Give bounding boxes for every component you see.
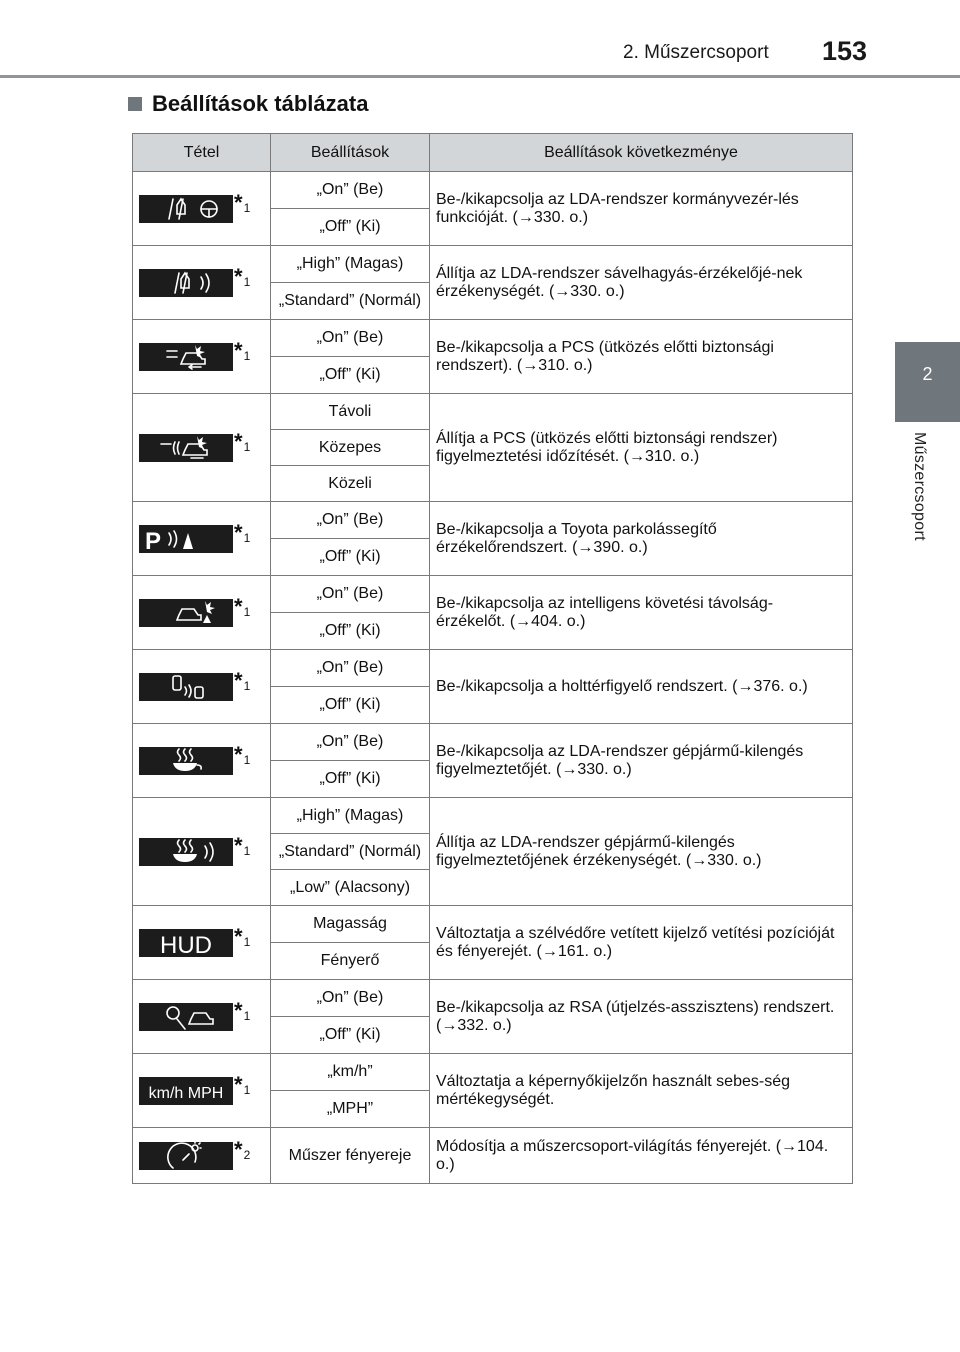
chapter-title: 2. Műszercsoport — [623, 42, 769, 63]
footnote-marker: $*_1$ — [234, 189, 251, 215]
table-row — [133, 576, 853, 613]
table-row — [133, 724, 853, 761]
footnote-number: 1 — [243, 274, 251, 289]
footnote-number: 1 — [243, 200, 251, 215]
footnote-number: 1 — [243, 439, 251, 454]
table-row — [133, 906, 853, 943]
lda-sensitivity-icon — [139, 269, 233, 297]
item-cell — [133, 650, 271, 724]
setting-option: „Off” (Ki) — [271, 539, 430, 576]
setting-result: Változtatja a szélvédőre vetített kijelző vetítési pozícióját és fényerejét. (→161. o.) — [430, 906, 853, 980]
icon-label: km/h MPH — [148, 1084, 224, 1102]
footnote-number: 1 — [243, 934, 251, 949]
setting-option: Közepes — [271, 430, 430, 466]
setting-result: Be-/kikapcsolja az intelligens követési távolság-érzékelőt. (→404. o.) — [430, 576, 853, 650]
item-cell — [133, 980, 271, 1054]
setting-option: Fényerő — [271, 943, 430, 980]
footnote-number: 1 — [243, 348, 251, 363]
footnote-marker: $*_1$ — [234, 593, 251, 619]
table-row — [133, 1128, 853, 1184]
setting-option: „High” (Magas) — [271, 246, 430, 283]
setting-option: Műszer fényereje — [271, 1128, 430, 1184]
table-row — [133, 246, 853, 283]
setting-option: „On” (Be) — [271, 502, 430, 539]
settings-table — [132, 133, 853, 1184]
footnote-marker: $*_2$ — [234, 1136, 251, 1162]
item-cell — [133, 502, 271, 576]
setting-option: „On” (Be) — [271, 576, 430, 613]
setting-option: „On” (Be) — [271, 724, 430, 761]
rsa-icon — [139, 1003, 233, 1031]
setting-option: „Standard” (Normál) — [271, 283, 430, 320]
setting-result: Be-/kikapcsolja a holttérfigyelő rendszert. (→376. o.) — [430, 650, 853, 724]
footnote-number: 1 — [243, 1082, 251, 1097]
header-rule — [0, 75, 960, 78]
pcs-icon — [139, 343, 233, 371]
setting-result: Be-/kikapcsolja a PCS (ütközés előtti biztonsági rendszert). (→310. o.) — [430, 320, 853, 394]
setting-option: „Off” (Ki) — [271, 1017, 430, 1054]
setting-option: „On” (Be) — [271, 172, 430, 209]
table-row — [133, 320, 853, 357]
setting-option: Távoli — [271, 394, 430, 430]
setting-option: „On” (Be) — [271, 320, 430, 357]
footnote-marker: $*_1$ — [234, 337, 251, 363]
item-cell — [133, 320, 271, 394]
clearance-sonar-icon — [139, 599, 233, 627]
setting-result: Be-/kikapcsolja a Toyota parkolássegítő érzékelőrendszert. (→390. o.) — [430, 502, 853, 576]
svg-text:P: P — [145, 527, 162, 553]
setting-option: „Off” (Ki) — [271, 761, 430, 798]
setting-option: „Low” (Alacsony) — [271, 870, 430, 906]
footnote-marker: $*_1$ — [234, 667, 251, 693]
item-cell — [133, 1054, 271, 1128]
units-icon — [139, 1077, 233, 1105]
footnote-marker: $*_1$ — [234, 519, 251, 545]
sway-warning-icon — [139, 747, 233, 775]
footnote-marker: $*_1$ — [234, 263, 251, 289]
sway-sensitivity-icon — [139, 838, 233, 866]
item-cell — [133, 798, 271, 906]
setting-option: „Standard” (Normál) — [271, 834, 430, 870]
parking-sensor-icon — [139, 525, 233, 553]
footnote-number: 1 — [243, 530, 251, 545]
table-row — [133, 394, 853, 430]
footnote-marker: $*_1$ — [234, 832, 251, 858]
meter-brightness-icon — [139, 1142, 233, 1170]
table-row — [133, 172, 853, 209]
page-number: 153 — [822, 36, 868, 66]
setting-result: Állítja a PCS (ütközés előtti biztonsági rendszer) figyelmeztetési időzítését. (→310. o.) — [430, 394, 853, 502]
table-row — [133, 502, 853, 539]
setting-result: Be-/kikapcsolja az LDA-rendszer kormányvezér-lés funkcióját. (→330. o.) — [430, 172, 853, 246]
icon-label: HUD — [160, 931, 212, 957]
setting-option: „Off” (Ki) — [271, 209, 430, 246]
footnote-number: 1 — [243, 752, 251, 767]
column-header-item: Tétel — [133, 134, 271, 172]
section-title: Beállítások táblázata — [152, 91, 369, 116]
chapter-tab-number: 2 — [922, 364, 933, 384]
footnote-marker: $*_1$ — [234, 923, 251, 949]
chapter-tab-label: Műszercsoport — [911, 432, 928, 541]
hud-icon — [139, 929, 233, 957]
footnote-number: 1 — [243, 1008, 251, 1023]
table-row — [133, 798, 853, 834]
table-row — [133, 980, 853, 1017]
footnote-marker: $*_1$ — [234, 1071, 251, 1097]
footnote-marker: $*_1$ — [234, 741, 251, 767]
footnote-number: 1 — [243, 843, 251, 858]
lda-steering-icon — [139, 195, 233, 223]
item-cell — [133, 906, 271, 980]
item-cell — [133, 172, 271, 246]
table-row — [133, 1054, 853, 1091]
item-cell — [133, 394, 271, 502]
setting-option: „On” (Be) — [271, 980, 430, 1017]
footnote-number: 2 — [243, 1147, 251, 1162]
setting-option: „Off” (Ki) — [271, 613, 430, 650]
setting-option: „Off” (Ki) — [271, 357, 430, 394]
footnote-number: 1 — [243, 604, 251, 619]
setting-option: „km/h” — [271, 1054, 430, 1091]
setting-result: Állítja az LDA-rendszer gépjármű-kilengés figyelmeztetőjének érzékenységét. (→330. o.) — [430, 798, 853, 906]
setting-result: Módosítja a műszercsoport-világítás fényerejét. (→104. o.) — [430, 1128, 853, 1184]
section-bullet-icon — [128, 97, 142, 111]
setting-result: Be-/kikapcsolja az LDA-rendszer gépjármű-kilengés figyelmeztetőjét. (→330. o.) — [430, 724, 853, 798]
setting-option: „MPH” — [271, 1091, 430, 1128]
item-cell — [133, 576, 271, 650]
setting-result: Állítja az LDA-rendszer sávelhagyás-érzékelőjé-nek érzékenységét. (→330. o.) — [430, 246, 853, 320]
setting-option: „On” (Be) — [271, 650, 430, 687]
item-cell — [133, 246, 271, 320]
footnote-number: 1 — [243, 678, 251, 693]
item-cell — [133, 1128, 271, 1184]
column-header-settings: Beállítások — [271, 134, 430, 172]
setting-option: „High” (Magas) — [271, 798, 430, 834]
setting-result: Be-/kikapcsolja az RSA (útjelzés-asszisztens) rendszert. (→332. o.) — [430, 980, 853, 1054]
section-heading — [128, 91, 368, 117]
column-header-result: Beállítások következménye — [430, 134, 853, 172]
setting-option: Közeli — [271, 466, 430, 502]
table-header-row — [133, 134, 853, 172]
setting-option: Magasság — [271, 906, 430, 943]
setting-result: Változtatja a képernyőkijelzőn használt sebes-ség mértékegységét. — [430, 1054, 853, 1128]
table-row — [133, 650, 853, 687]
pcs-warning-timing-icon — [139, 434, 233, 462]
item-cell — [133, 724, 271, 798]
footnote-marker: $*_1$ — [234, 428, 251, 454]
blind-spot-monitor-icon — [139, 673, 233, 701]
footnote-marker: $*_1$ — [234, 997, 251, 1023]
setting-option: „Off” (Ki) — [271, 687, 430, 724]
